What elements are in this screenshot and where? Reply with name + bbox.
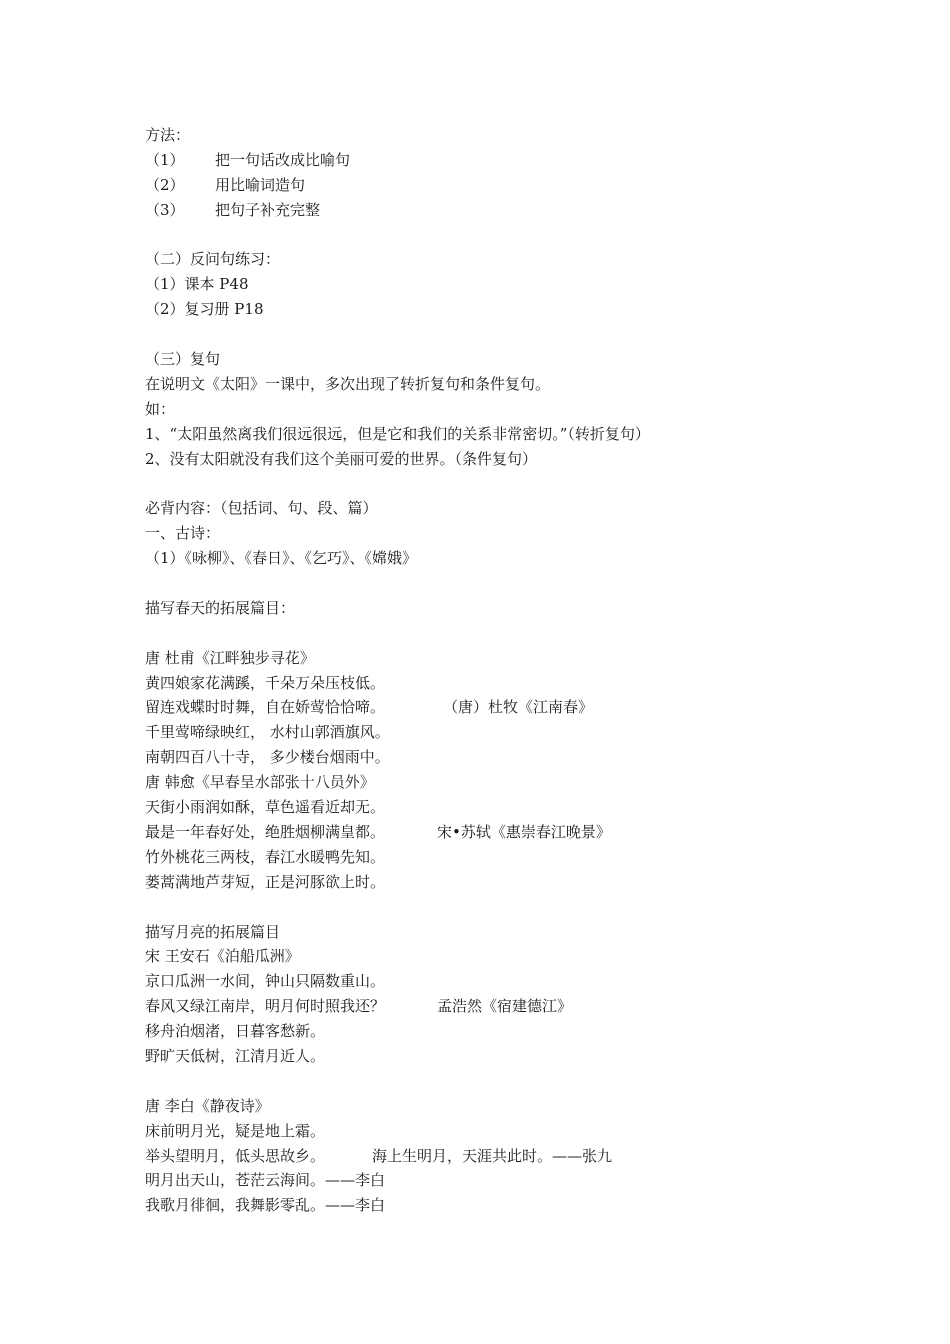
method-item-3-num: （3） [145,200,185,219]
spacer [145,571,845,596]
moon-poem-3-line-2-text: 举头望明月，低头思故乡。 [145,1146,326,1165]
method-item-3-text: 把句子补充完整 [215,200,321,219]
spring-poem-4-line-2: 蒌蒿满地芦芽短，正是河豚欲上时。 [145,872,386,891]
spring-poem-1-line-1: 黄四娘家花满蹊，千朵万朵压枝低。 [145,673,386,692]
spring-poem-2-head: （唐）杜牧《江南春》 [443,698,594,717]
moon-title: 描写月亮的拓展篇目 [145,922,281,941]
method-item-2-num: （2） [145,175,185,194]
moon-quote-1: 海上生明月，天涯共此时。——张九 [372,1146,613,1165]
spring-poem-1-head: 唐 杜甫《江畔独步寻花》 [145,648,315,667]
spring-poem-3-line-2 [145,820,845,845]
document-body [145,123,845,1218]
recite-poems: （1）《咏柳》、《春日》、《乞巧》、《嫦娥》 [145,549,418,568]
method-item-1 [145,148,845,173]
moon-quote-3: 我歌月徘徊，我舞影零乱。——李白 [145,1196,386,1215]
moon-poem-2-line-1: 移舟泊烟渚，日暮客愁新。 [145,1022,326,1041]
rhetorical-title: （二）反问句练习： [145,250,281,269]
complex-title: （三）复句 [145,350,221,369]
spacer [145,223,845,248]
method-item-2-text: 用比喻词造句 [215,175,306,194]
spring-poem-3-head: 唐 韩愈《早春呈水部张十八员外》 [145,773,375,792]
moon-poem-2-head: 孟浩然《宿建德江》 [437,997,573,1016]
spring-title: 描写春天的拓展篇目： [145,598,296,617]
moon-poem-1-line-2 [145,994,845,1019]
moon-poem-3-line-1: 床前明月光，疑是地上霜。 [145,1121,326,1140]
spring-poem-2-line-2: 南朝四百八十寺， 多少楼台烟雨中。 [145,748,390,767]
complex-item-1: 1、“太阳虽然离我们很远很远，但是它和我们的关系非常密切。”（转折复句） [145,424,650,443]
method-item-1-num: （1） [145,150,185,169]
complex-intro: 在说明文《太阳》一课中，多次出现了转折复句和条件复句。 [145,374,551,393]
moon-quote-2: 明月出天山，苍茫云海间。——李白 [145,1171,386,1190]
moon-poem-1-head: 宋 王安石《泊船瓜洲》 [145,947,300,966]
method-item-3 [145,198,845,223]
moon-poem-1-line-1: 京口瓜洲一水间，钟山只隔数重山。 [145,972,386,991]
complex-item-2: 2、没有太阳就没有我们这个美丽可爱的世界。（条件复句） [145,449,538,468]
spring-poem-2-line-1: 千里莺啼绿映红， 水村山郭酒旗风。 [145,723,390,742]
spring-poem-3-line-1: 天街小雨润如酥，草色遥看近却无。 [145,798,386,817]
rhetorical-item-1: （1）课本 P48 [145,275,249,294]
moon-poem-3-line-2 [145,1144,845,1169]
spacer [145,895,845,920]
spring-poem-3-line-2-text: 最是一年春好处，绝胜烟柳满皇都。 [145,822,386,841]
moon-poem-2-line-2: 野旷天低树，江清月近人。 [145,1046,326,1065]
spacer [145,471,845,496]
method-item-1-text: 把一句话改成比喻句 [215,150,351,169]
complex-eg: 如： [145,399,176,418]
moon-poem-3-head: 唐 李白《静夜诗》 [145,1096,270,1115]
spacer [145,1069,845,1094]
recite-title: 必背内容：（包括词、句、段、篇） [145,499,378,518]
spacer [145,621,845,646]
spring-poem-1-line-2 [145,695,845,720]
method-item-2 [145,173,845,198]
method-title: 方法： [145,126,191,144]
spring-poem-4-line-1: 竹外桃花三两枝，春江水暖鸭先知。 [145,847,386,866]
spacer [145,322,845,347]
recite-sub: 一、古诗： [145,524,221,543]
spring-poem-4-head: 宋•苏轼《惠崇春江晚景》 [437,822,611,841]
spring-poem-1-line-2-text: 留连戏蝶时时舞，自在娇莺恰恰啼。 [145,698,386,717]
moon-poem-1-line-2-text: 春风又绿江南岸，明月何时照我还？ [145,997,386,1016]
rhetorical-item-2: （2）复习册 P18 [145,300,264,319]
